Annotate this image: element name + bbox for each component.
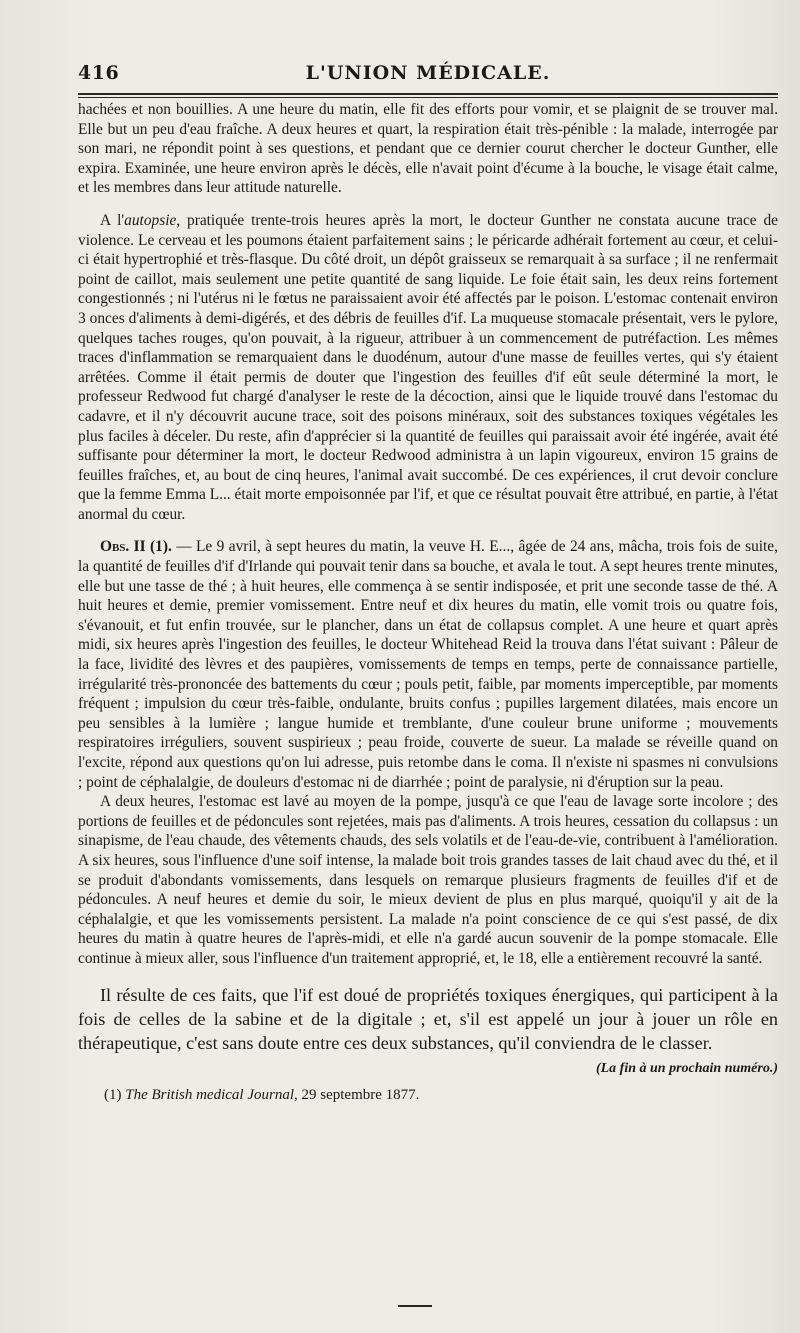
running-title: L'UNION MÉDICALE. — [305, 62, 551, 84]
end-rule — [398, 1305, 432, 1307]
footnote-date: , 29 septembre 1877. — [294, 1087, 420, 1104]
autopsy-term: autopsie — [124, 211, 177, 229]
footnote-marker: (1) — [104, 1087, 126, 1104]
autopsy-lead: A l' — [100, 211, 125, 229]
paragraph-autopsy — [78, 211, 778, 525]
paragraph-case-continuation: hachées et non bouillies. A une heure du matin, elle fit des efforts pour vomir, et se plaignit de se trouver mal. Elle but un peu d'eau fraîche. A deux heures et quart, la respiration était très-pénible : la malade, interrogée par son mari, ne répondit point à ses questions, et pendant que ce dernier courut chercher le docteur Gunther, elle expira. Examinée, une heure environ après le décès, elle n'avait point d'écume à la bouche, le visage était calme, et les membres dans leur attitude naturelle. — [78, 101, 778, 197]
article-body — [78, 100, 778, 1106]
paragraph-treatment: A deux heures, l'estomac est lavé au moyen de la pompe, jusqu'à ce que l'eau de lavage sorte incolore ; des portions de feuilles et de pédoncules sont rejetées, mais pas d'aliments. A trois heures, cessation du collapsus : un sinapisme, de l'eau chaude, des vêtements chauds, des sels volatils et de l'eau-de-vie, contribuent à l'amélioration. A six heures, sous l'influence d'une soif intense, la malade boit trois grandes tasses de lait chaud avec du thé, et il se produit d'abondants vomissements, dans lesquels on remarque plusieurs fragments de feuilles d'if et de pédoncules. A neuf heures et demie du soir, le mieux devient de plus en plus marqué, quoiqu'il y ait de la céphalalgie, et que les vomissements persistent. La malade n'a point conscience de ce qui s'est passé, de dix heures du matin à quatre heures de l'après-midi, et elle n'a gardé aucun souvenir de la pompe stomacale. Elle continue à mieux aller, sous l'influence d'un traitement approprié, et, le 18, elle a entièrement recouvré la santé. — [78, 793, 778, 967]
observation-label: Obs. II (1). — [100, 538, 172, 556]
header-rule — [78, 93, 778, 98]
page-number: 416 — [78, 62, 120, 84]
paragraph-observation-2 — [78, 537, 778, 792]
autopsy-text: , pratiquée trente-trois heures après la mort, le docteur Gunther ne constata aucune trace de violence. Le cerveau et les poumons étaient parfaitement sains ; le péricarde adhérait fortement au cœur, et celui-ci était hypertrophié et très-flasque. Du côté droit, un dépôt graisseux se remarquait à sa surface ; il ne renfermait point de caillot, mais seulement une petite quantité de sang liquide. Le foie était sain, les deux reins fortement congestionnés ; ni l'utérus ni le fœtus ne paraissaient avoir été affectés par le poison. L'estomac contenait environ 3 onces d'aliments à demi-digérés, et des débris de feuilles d'if. La muqueuse stomacale présentait, vers le pylore, quelques taches rouges, qu'on pouvait, à la rigueur, attribuer à un commencement de putréfaction. Les mêmes traces d'inflammation se remarquaient dans le duodénum, autour d'une masse de feuilles vertes, qui s'y étaient arrêtées. Comme il était permis de douter que l'ingestion des feuilles d'if eût seule déterminé la mort, le professeur Redwood fut chargé d'analyser le reste de la décoction, ainsi que le liquide trouvé dans l'estomac du cadavre, et il n'y découvrit aucune trace, soit des poisons minéraux, soit des substances toxiques végétales les plus faciles à déceler. Du reste, afin d'apprécier si la quantité de feuilles qui paraissait avoir été ingérée, avait été suffisante pour déterminer la mort, le docteur Redwood administra à un lapin vigoureux, environ 15 grains de feuilles fraîches, et, au bout de cinq heures, l'animal avait succombé. De ces expériences, il crut devoir conclure que la femme Emma L... était morte empoisonnée par l'if, et que ce résultat pouvait être attribué, en partie, à l'état anormal du cœur. — [78, 211, 778, 523]
footnote — [78, 1086, 778, 1106]
continuation-note: (La fin à un prochain numéro.) — [595, 1060, 778, 1076]
page-header — [78, 56, 778, 92]
footnote-journal: The British medical Journal — [125, 1087, 294, 1104]
observation-text: — Le 9 avril, à sept heures du matin, la veuve H. E..., âgée de 24 ans, mâcha, trois fois de suite, la quantité de feuilles d'if d'Irlande qui pouvait tenir dans sa bouche, et avala le tout. A sept heures trente minutes, elle but une tasse de thé ; à huit heures, elle commença à se sentir indisposée, et prit une seconde tasse de thé. A huit heures et demie, premier vomissement. Entre neuf et dix heures du matin, elle vomit trois ou quatre fois, s'évanouit, et fut enfin trouvée, sur le plancher, dans un état de collapsus complet. A une heure et quart après midi, six heures après l'ingestion des feuilles, le docteur Whitehead Reid la trouva dans l'état suivant : Pâleur de la face, lividité des lèvres et des paupières, vomissements de temps en temps, perte de connaissance partielle, irrégularité très-prononcée des battements du cœur ; pouls petit, faible, par moments imperceptible, par moments fréquent ; impulsion du cœur très-faible, ondulante, bruits confus ; pupilles largement dilatées, mais encore un peu sensibles à la lumière ; langue humide et tremblante, d'une couleur brune uniforme ; mouvements respiratoires irréguliers, souvent suspirieux ; peau froide, couverte de sueur. La malade se réveille quand on l'excite, répond aux questions qu'on lui adresse, puis retombe dans le coma. Il n'existe ni spasmes ni convulsions ; point de céphalalgie, de douleurs d'estomac ni de diarrhée ; point de paralysie, ni d'éruption sur la peau. — [78, 538, 778, 791]
paragraph-conclusion: Il résulte de ces faits, que l'if est doué de propriétés toxiques énergiques, qui participent à la fois de celles de la sabine et de la digitale ; et, s'il est appelé un jour à jouer un rôle en thérapeutique, c'est sans doute entre ces deux substances, qu'il conviendra de le classer. — [78, 984, 778, 1053]
